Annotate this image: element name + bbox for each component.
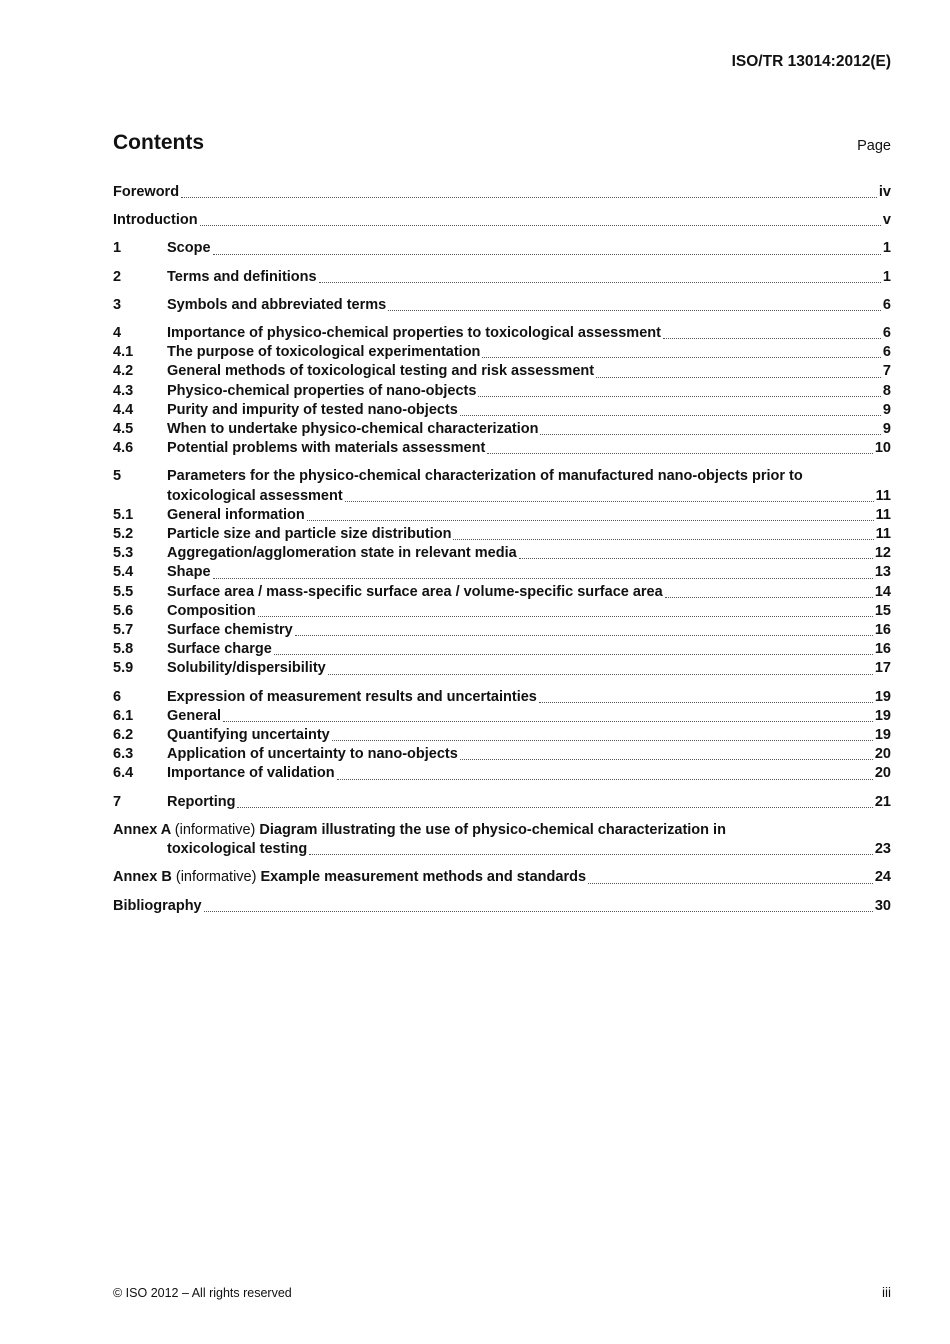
toc-title: The purpose of toxicological experimentation xyxy=(167,344,481,361)
toc-page: 16 xyxy=(874,622,891,639)
toc-number: 4.6 xyxy=(113,440,134,457)
toc-number: 5.1 xyxy=(113,506,134,523)
toc-title: Composition xyxy=(167,602,256,619)
toc-entry-4-6[interactable] xyxy=(113,439,891,458)
dot-leader xyxy=(665,597,873,598)
dot-leader xyxy=(588,883,873,884)
dot-leader xyxy=(540,434,880,435)
toc-entry-annex-b[interactable] xyxy=(113,868,891,887)
toc-page: 12 xyxy=(874,545,891,562)
toc-number: 6.3 xyxy=(113,746,134,763)
document-id: ISO/TR 13014:2012(E) xyxy=(731,53,891,70)
toc-page: 7 xyxy=(882,363,891,380)
annex-a-line-1 xyxy=(113,821,891,840)
toc-page: 24 xyxy=(874,869,891,886)
annex-title-line-1: Diagram illustrating the use of physico-chemical characterization in xyxy=(259,821,726,838)
toc-page: 19 xyxy=(874,727,891,744)
toc-title: Surface area / mass-specific surface area / volume-specific surface area xyxy=(167,583,663,600)
toc-entry-4-3[interactable] xyxy=(113,382,891,401)
dot-leader xyxy=(519,558,873,559)
dot-leader xyxy=(200,225,881,226)
toc-title: Purity and impurity of tested nano-objects xyxy=(167,401,458,418)
dot-leader xyxy=(274,654,873,655)
dot-leader xyxy=(181,197,877,198)
dot-leader xyxy=(258,616,873,617)
toc-entry-5-3[interactable] xyxy=(113,544,891,563)
footer-copyright: © ISO 2012 – All rights reserved xyxy=(113,1286,292,1300)
toc-page: 19 xyxy=(874,688,891,705)
toc-title-line-2: toxicological assessment xyxy=(167,487,343,504)
annex-title-line-2: toxicological testing xyxy=(167,841,308,858)
toc-title: Terms and definitions xyxy=(167,268,317,285)
annex-qualifier: (informative) xyxy=(175,869,257,886)
toc-title: Solubility/dispersibility xyxy=(167,660,326,677)
dot-leader xyxy=(460,415,881,416)
toc-page: 14 xyxy=(874,583,891,600)
dot-leader xyxy=(539,702,873,703)
toc-page: v xyxy=(882,212,891,229)
toc-title: Scope xyxy=(167,240,211,257)
toc-title: Application of uncertainty to nano-objects xyxy=(167,746,458,763)
toc-number: 2 xyxy=(113,268,122,285)
dot-leader xyxy=(453,539,873,540)
dot-leader xyxy=(223,721,873,722)
toc-entry-1[interactable] xyxy=(113,239,891,258)
toc-number: 6 xyxy=(113,688,122,705)
toc-title: Shape xyxy=(167,564,211,581)
toc-page: 1 xyxy=(882,268,891,285)
toc-page: 9 xyxy=(882,421,891,438)
toc-title: General xyxy=(167,707,221,724)
toc-title: Quantifying uncertainty xyxy=(167,727,330,744)
toc-number: 5.6 xyxy=(113,602,134,619)
toc-title: When to undertake physico-chemical characterization xyxy=(167,421,539,438)
toc-entry-5-8[interactable] xyxy=(113,640,891,659)
dot-leader xyxy=(237,807,872,808)
toc-number: 5.9 xyxy=(113,660,134,677)
toc-page: 6 xyxy=(882,344,891,361)
toc-title: Importance of validation xyxy=(167,765,335,782)
toc-title: Introduction xyxy=(113,212,198,229)
footer-page-number: iii xyxy=(882,1285,891,1300)
toc-entry-5-5[interactable] xyxy=(113,583,891,602)
toc-entry-5-9[interactable] xyxy=(113,659,891,678)
toc-entry-5-4[interactable] xyxy=(113,563,891,582)
toc-page: 10 xyxy=(874,440,891,457)
toc-page: 1 xyxy=(882,240,891,257)
toc-number: 7 xyxy=(113,793,122,810)
toc-page: 23 xyxy=(874,841,891,858)
toc-entry-4-2[interactable] xyxy=(113,362,891,381)
toc-entry-foreword[interactable] xyxy=(113,183,891,202)
dot-leader xyxy=(319,282,881,283)
toc-title: Aggregation/agglomeration state in relevant media xyxy=(167,545,517,562)
toc-title: Potential problems with materials assessment xyxy=(167,440,486,457)
toc-page: 21 xyxy=(874,793,891,810)
page-title: Contents xyxy=(113,131,204,154)
toc-title: Importance of physico-chemical properties to toxicological assessment xyxy=(167,325,661,342)
toc-page: 11 xyxy=(875,487,891,504)
dot-leader xyxy=(204,911,873,912)
toc-entry-6-3[interactable] xyxy=(113,745,891,764)
page-column-label: Page xyxy=(857,138,891,154)
toc-number: 1 xyxy=(113,240,122,257)
dot-leader xyxy=(596,377,881,378)
dot-leader xyxy=(328,674,873,675)
toc-page: 19 xyxy=(874,707,891,724)
toc-number: 5.7 xyxy=(113,622,134,639)
toc-title-line-1: Parameters for the physico-chemical characterization of manufactured nano-objects prior to xyxy=(167,468,803,485)
toc-page: 13 xyxy=(874,564,891,581)
annex-qualifier: (informative) xyxy=(174,821,256,838)
dot-leader xyxy=(460,759,873,760)
toc-number: 4.4 xyxy=(113,401,134,418)
toc-title: Reporting xyxy=(167,793,236,810)
dot-leader xyxy=(337,779,873,780)
toc-page: 16 xyxy=(874,641,891,658)
toc-number: 4 xyxy=(113,325,122,342)
dot-leader xyxy=(213,254,881,255)
toc-page: 6 xyxy=(882,296,891,313)
toc-page: 11 xyxy=(875,526,891,543)
toc-entry-5-6[interactable] xyxy=(113,602,891,621)
toc-number: 6.1 xyxy=(113,707,134,724)
toc-entry-5-7[interactable] xyxy=(113,621,891,640)
dot-leader xyxy=(388,310,881,311)
toc-number: 3 xyxy=(113,296,122,313)
toc-title: Surface charge xyxy=(167,641,272,658)
toc-title: General methods of toxicological testing and risk assessment xyxy=(167,363,595,380)
annex-title: Example measurement methods and standards xyxy=(260,869,587,886)
toc-title: Physico-chemical properties of nano-objects xyxy=(167,382,477,399)
toc-number: 5.8 xyxy=(113,641,134,658)
toc-page: 9 xyxy=(882,401,891,418)
toc-entry-bibliography[interactable] xyxy=(113,897,891,916)
toc-entry-2[interactable] xyxy=(113,268,891,287)
toc-entry-6-2[interactable] xyxy=(113,726,891,745)
dot-leader xyxy=(307,520,874,521)
toc-page: 11 xyxy=(875,506,891,523)
annex-heading xyxy=(113,868,586,887)
toc-number: 5.4 xyxy=(113,564,134,581)
toc-number: 4.2 xyxy=(113,363,134,380)
toc-title: Surface chemistry xyxy=(167,622,293,639)
toc-entry-3[interactable] xyxy=(113,296,891,315)
dot-leader xyxy=(487,453,873,454)
toc-title: Symbols and abbreviated terms xyxy=(167,296,387,313)
toc-entry-annex-a[interactable] xyxy=(113,821,891,859)
toc-number: 4.1 xyxy=(113,344,134,361)
dot-leader xyxy=(332,740,873,741)
toc-entry-6-4[interactable] xyxy=(113,764,891,783)
toc-entry-5-1[interactable] xyxy=(113,506,891,525)
toc-number: 6.2 xyxy=(113,727,134,744)
toc-page: 6 xyxy=(882,325,891,342)
toc-entry-4-5[interactable] xyxy=(113,420,891,439)
table-of-contents xyxy=(113,183,891,916)
toc-page: 15 xyxy=(874,602,891,619)
toc-title: Foreword xyxy=(113,184,180,200)
dot-leader xyxy=(309,854,873,855)
toc-entry-5[interactable] xyxy=(113,467,891,505)
toc-number: 5.3 xyxy=(113,545,134,562)
dot-leader xyxy=(345,501,874,502)
toc-title: Bibliography xyxy=(113,897,202,914)
annex-label: Annex B xyxy=(113,869,172,886)
annex-label: Annex A xyxy=(113,821,171,838)
toc-page: 20 xyxy=(874,746,891,763)
toc-number: 5.5 xyxy=(113,583,134,600)
toc-page: iv xyxy=(878,184,891,200)
toc-page: 17 xyxy=(874,660,891,677)
toc-page: 30 xyxy=(874,897,891,914)
dot-leader xyxy=(478,396,881,397)
toc-entry-introduction[interactable] xyxy=(113,211,891,230)
toc-number: 5.2 xyxy=(113,526,134,543)
dot-leader xyxy=(663,338,881,339)
toc-entry-5-2[interactable] xyxy=(113,525,891,544)
toc-entry-4-1[interactable] xyxy=(113,343,891,362)
toc-number: 5 xyxy=(113,468,122,485)
toc-title: Expression of measurement results and uncertainties xyxy=(167,688,537,705)
toc-number: 6.4 xyxy=(113,765,134,782)
toc-title: General information xyxy=(167,506,305,523)
toc-page: 20 xyxy=(874,765,891,782)
toc-entry-4-4[interactable] xyxy=(113,401,891,420)
toc-title: Particle size and particle size distribution xyxy=(167,526,452,543)
dot-leader xyxy=(213,578,873,579)
dot-leader xyxy=(295,635,873,636)
toc-entry-7[interactable] xyxy=(113,793,891,812)
toc-number: 4.3 xyxy=(113,382,134,399)
toc-entry-6[interactable] xyxy=(113,688,891,707)
toc-entry-6-1[interactable] xyxy=(113,707,891,726)
toc-number: 4.5 xyxy=(113,421,134,438)
toc-page: 8 xyxy=(882,382,891,399)
toc-entry-4[interactable] xyxy=(113,324,891,343)
dot-leader xyxy=(482,357,881,358)
